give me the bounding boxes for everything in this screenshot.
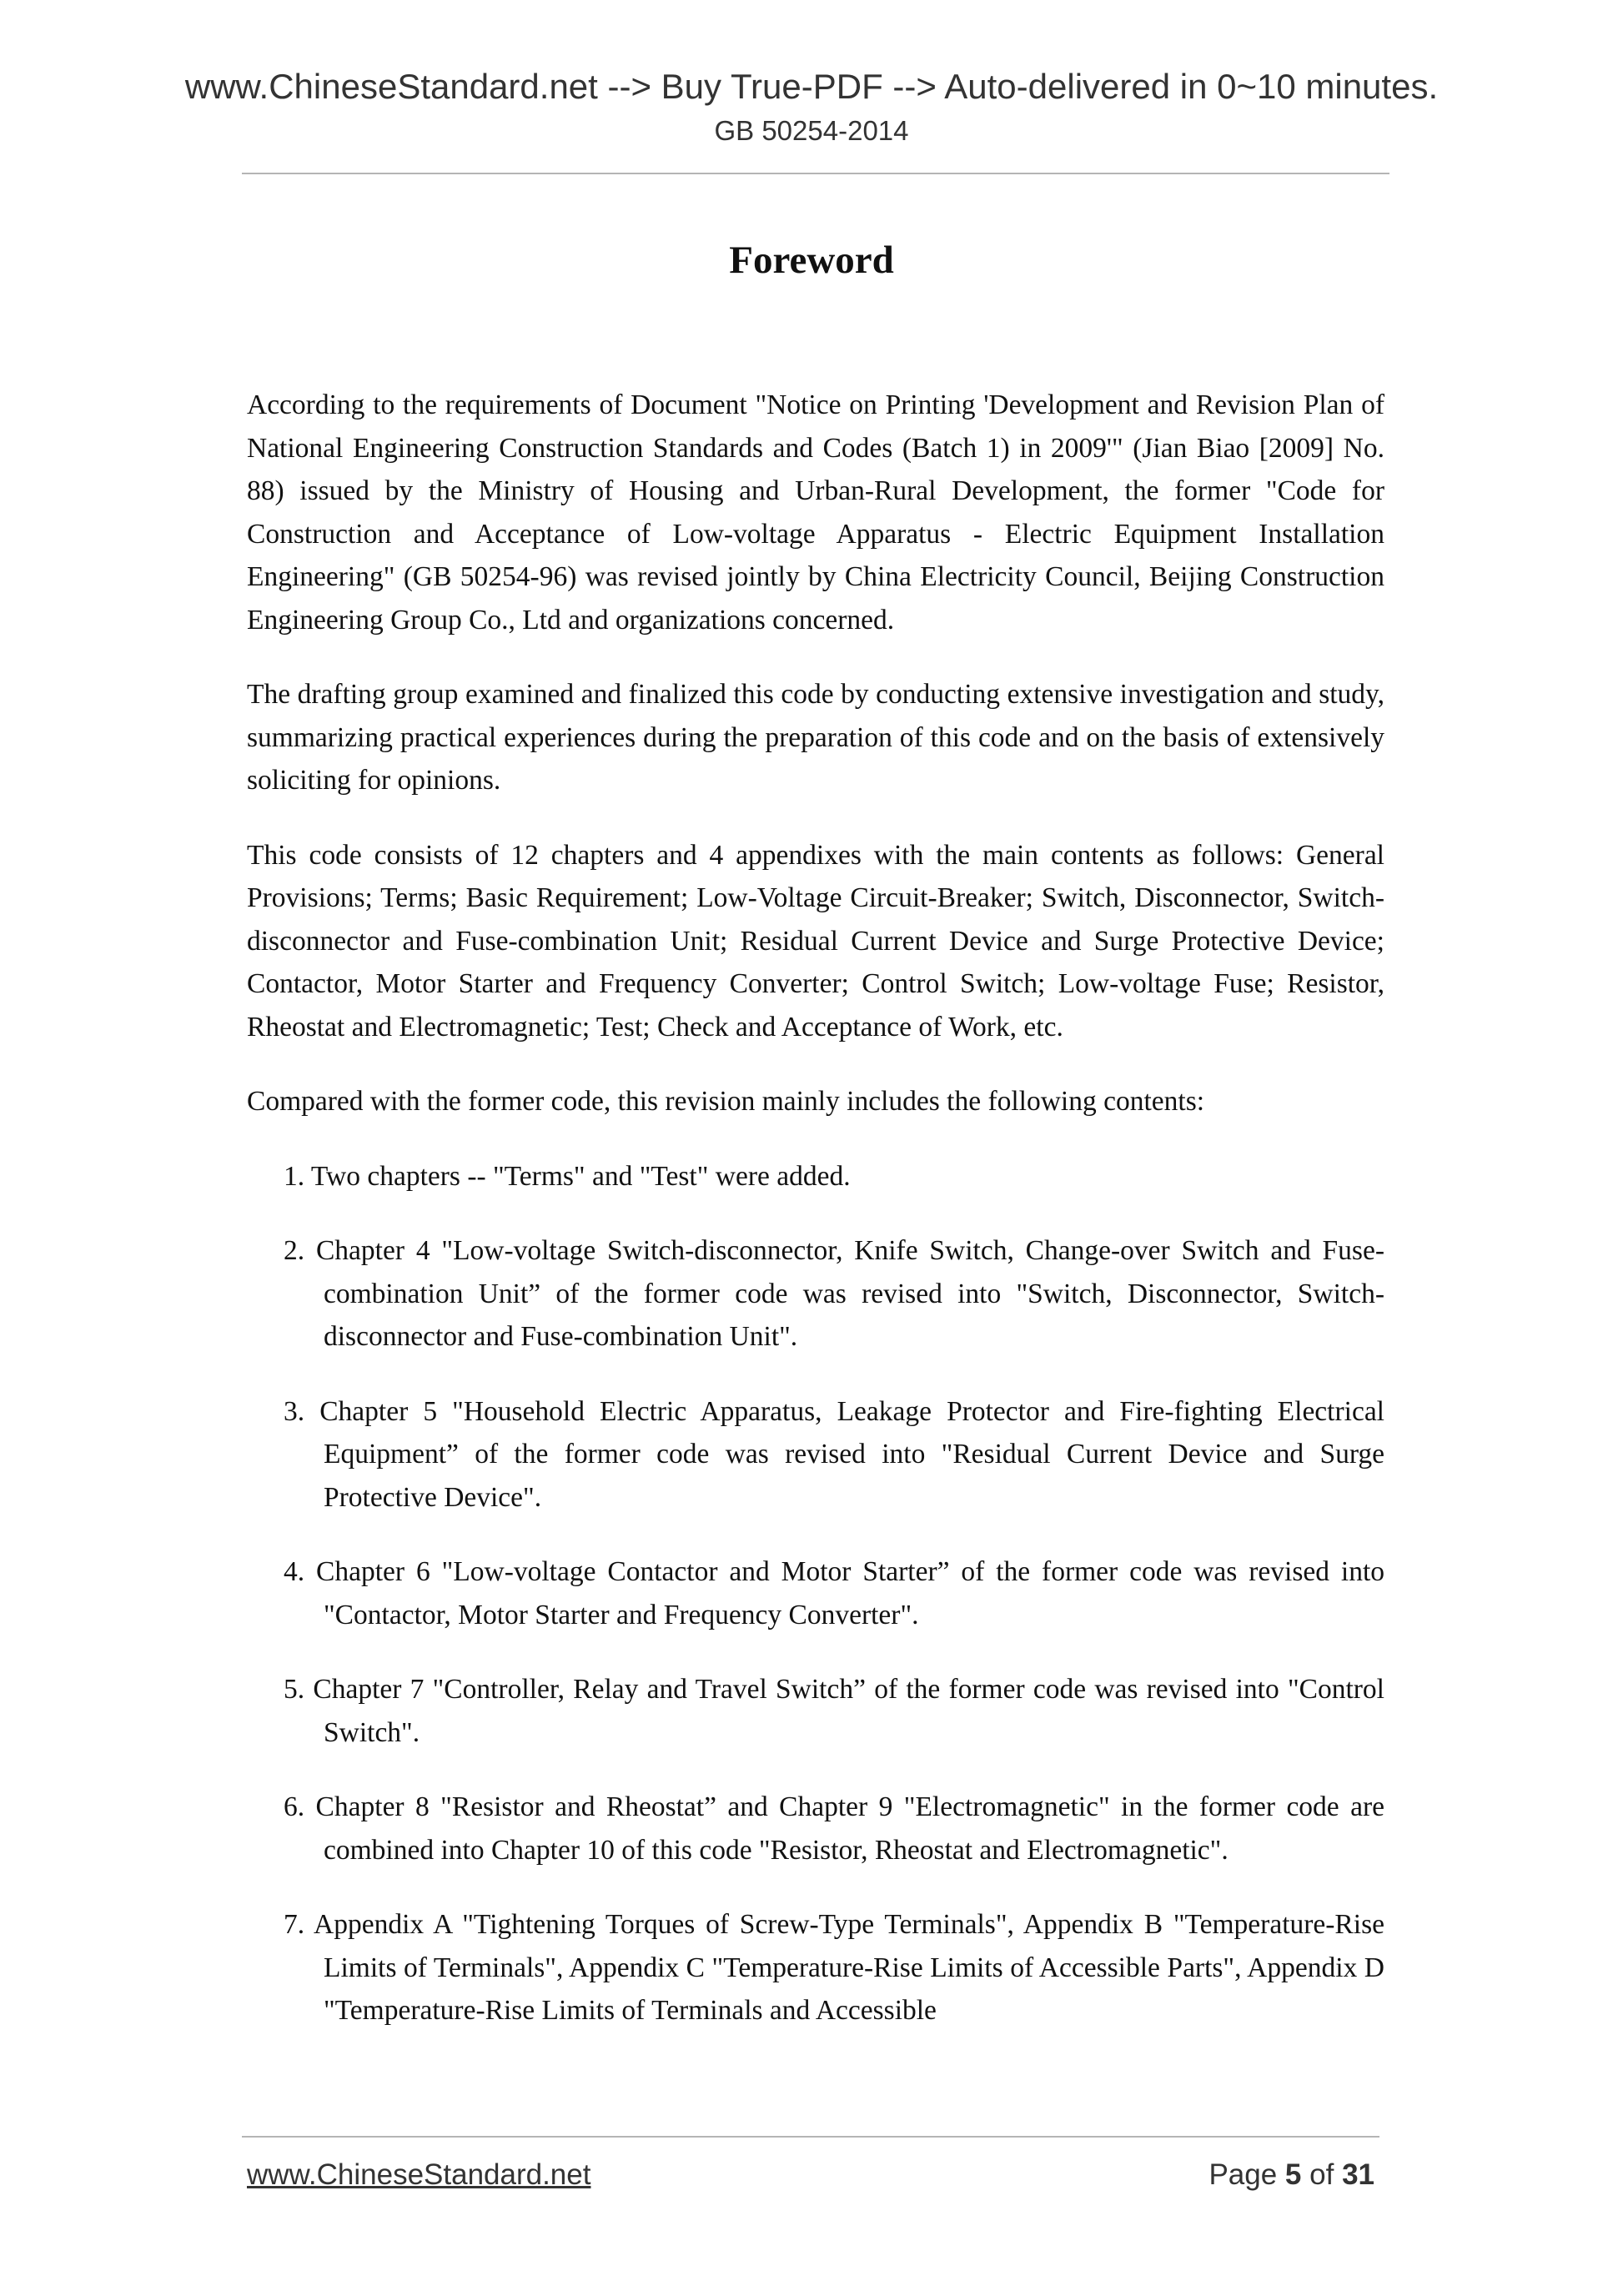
standard-code: GB 50254-2014 — [714, 115, 909, 146]
page-prefix: Page — [1208, 2158, 1278, 2191]
paragraph: The drafting group examined and finalized this code by conducting extensive investigation and study, summarizing practical experiences during the preparation of this code and on the basis of extensively soliciting for opinions. — [247, 679, 1384, 796]
page-current: 5 — [1284, 2158, 1302, 2191]
page-title: Foreword — [729, 239, 894, 282]
list-item: 2. Chapter 4 "Low-voltage Switch-disconnector, Knife Switch, Change-over Switch and Fuse-combination Unit” of the former code was revised into "Switch, Disconnector, Switch-disconnector and Fuse-combination Unit". — [284, 1235, 1384, 1352]
paragraph: Compared with the former code, this revision mainly includes the following contents: — [247, 1086, 1205, 1117]
page-header — [0, 65, 1623, 152]
header-divider — [242, 173, 1389, 174]
footer-site-link[interactable]: www.ChineseStandard.net — [247, 2158, 591, 2191]
page-number — [1208, 2158, 1374, 2192]
paragraph: This code consists of 12 chapters and 4 appendixes with the main contents as follows: General Provisions; Terms; Basic Requirement; Low-Voltage Circuit-Breaker; Switch, Disconnector, Switch-disconnector and Fuse-combination Unit; Residual Current Device and Surge Protective Device; Contactor, Motor Starter and Frequency Converter; Control Switch; Low-voltage Fuse; Resistor, Rheostat and Electromagnetic; Test; Check and Acceptance of Work, etc. — [247, 839, 1384, 1042]
list-item: 7. Appendix A "Tightening Torques of Screw-Type Terminals", Appendix B "Temperature-Rise Limits of Terminals", Appendix C "Temperature-Rise Limits of Accessible Parts", Appendix D "Temperature-Rise Limits of Terminals and Accessible — [284, 1909, 1384, 2026]
paragraph: According to the requirements of Document "Notice on Printing 'Development and Revision Plan of National Engineering Construction Standards and Codes (Batch 1) in 2009'" (Jian Biao [2009] No. 88) issued by the Ministry of Housing and Urban-Rural Development, the former "Code for Construction and Acceptance of Low-voltage Apparatus - Electric Equipment Installation Engineering" (GB 50254-96) was revised jointly by China Electricity Council, Beijing Construction Engineering Group Co., Ltd and organizations concerned. — [247, 389, 1384, 636]
list-item: 3. Chapter 5 "Household Electric Apparatus, Leakage Protector and Fire-fighting Electrical Equipment” of the former code was revised into "Residual Current Device and Surge Protective Device". — [284, 1395, 1384, 1513]
document-body — [247, 384, 1384, 2064]
footer-divider — [242, 2136, 1379, 2138]
header-banner: www.ChineseStandard.net --> Buy True-PDF --> Auto-delivered in 0~10 minutes. — [184, 67, 1439, 106]
list-item: 1. Two chapters -- "Terms" and "Test" were added. — [284, 1160, 851, 1192]
revision-list — [247, 1155, 1384, 2032]
list-item: 6. Chapter 8 "Resistor and Rheostat” and Chapter 9 "Electromagnetic" in the former code are combined into Chapter 10 of this code "Resistor, Rheostat and Electromagnetic". — [284, 1791, 1384, 1866]
page-total: 31 — [1342, 2158, 1374, 2191]
list-item: 5. Chapter 7 "Controller, Relay and Travel Switch” of the former code was revised into "Control Switch". — [284, 1674, 1384, 1748]
page-of: of — [1309, 2158, 1334, 2191]
list-item: 4. Chapter 6 "Low-voltage Contactor and Motor Starter” of the former code was revised into "Contactor, Motor Starter and Frequency Converter". — [284, 1556, 1384, 1630]
